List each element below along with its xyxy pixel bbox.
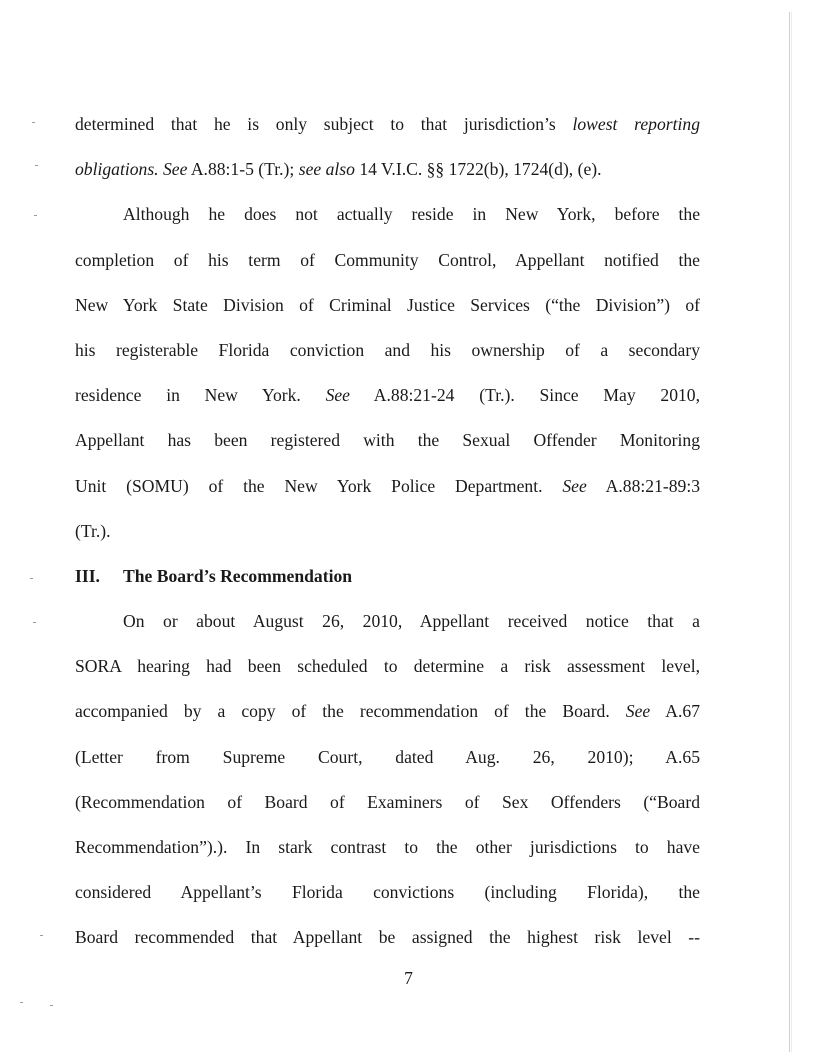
- text-run: A.88:1-5 (Tr.);: [187, 159, 299, 180]
- italic-text: See: [625, 701, 651, 722]
- text-run: (Letter from Supreme Court, dated Aug. 26, 2010); A.65: [75, 746, 700, 767]
- section-heading: [75, 554, 700, 599]
- text-line: [75, 915, 700, 960]
- paragraph-block-2: [75, 599, 700, 961]
- italic-text: See: [562, 475, 587, 496]
- scan-speck: [50, 1005, 53, 1006]
- scan-edge-line-secondary: [791, 12, 792, 1052]
- text-run: Recommendation”).). In stark contrast to the other jurisdictions to have: [75, 837, 700, 857]
- text-run: residence in New York.: [75, 385, 326, 406]
- text-line: [75, 418, 700, 463]
- section-number: III.: [75, 565, 100, 586]
- text-line: [75, 102, 700, 147]
- scan-speck: [32, 122, 35, 123]
- italic-text: see also: [298, 159, 355, 180]
- text-run: completion of his term of Community Control, Appellant notified the: [75, 249, 700, 270]
- text-line: [75, 464, 700, 509]
- italic-text: See: [325, 385, 350, 406]
- text-run: Although he does not actually reside in New York, before the: [123, 204, 700, 225]
- italic-text: obligations.: [75, 159, 159, 180]
- text-run: (Recommendation of Board of Examiners of Sex Offenders (“Board: [75, 791, 700, 812]
- text-run: SORA hearing had been scheduled to determine a risk assessment level,: [75, 656, 700, 677]
- scan-speck: [33, 622, 36, 623]
- text-line: [75, 238, 700, 283]
- page-number: 7: [404, 968, 413, 988]
- scan-speck: [40, 935, 43, 936]
- text-run: A.67: [650, 701, 700, 722]
- text-run: New York State Division of Criminal Justice Services (“the Division”) of: [75, 294, 700, 315]
- text-line: [75, 689, 700, 734]
- text-line: [75, 735, 700, 780]
- text-run: his registerable Florida conviction and his ownership of a secondary: [75, 339, 700, 360]
- text-run: 14 V.I.C. §§ 1722(b), 1724(d), (e).: [354, 159, 602, 180]
- italic-text: See: [163, 159, 188, 180]
- text-line: [75, 599, 700, 644]
- scan-speck: [34, 215, 37, 216]
- text-line: [75, 328, 700, 373]
- text-line: [75, 147, 700, 192]
- text-line: [75, 509, 700, 554]
- paragraph-block-1: [75, 102, 700, 554]
- body-text: [75, 102, 700, 961]
- text-run: accompanied by a copy of the recommendation of the Board.: [75, 701, 626, 722]
- italic-text: lowest reporting: [572, 114, 700, 134]
- text-line: [75, 870, 700, 915]
- text-run: A.88:21-89:3: [586, 475, 700, 496]
- text-run: Appellant has been registered with the Sexual Offender Monitoring: [75, 430, 700, 451]
- scan-edge-line: [789, 12, 790, 1052]
- text-run: determined that he is only subject to that jurisdiction’s: [75, 114, 573, 134]
- text-run: Unit (SOMU) of the New York Police Department.: [75, 475, 563, 496]
- scan-speck: [35, 165, 38, 166]
- text-line: [75, 780, 700, 825]
- text-run: Board recommended that Appellant be assigned the highest risk level --: [75, 927, 700, 948]
- text-run: considered Appellant’s Florida convictions (including Florida), the: [75, 882, 700, 903]
- text-run: (Tr.).: [75, 520, 111, 541]
- text-line: [75, 283, 700, 328]
- text-line: [75, 644, 700, 689]
- text-line: [75, 192, 700, 237]
- scan-speck: [30, 578, 33, 579]
- text-run: A.88:21-24 (Tr.). Since May 2010,: [350, 385, 700, 406]
- text-run: On or about August 26, 2010, Appellant received notice that a: [123, 611, 700, 632]
- text-line: [75, 825, 700, 870]
- section-title: The Board’s Recommendation: [123, 565, 353, 586]
- scan-speck: [20, 1002, 23, 1003]
- text-line: [75, 373, 700, 418]
